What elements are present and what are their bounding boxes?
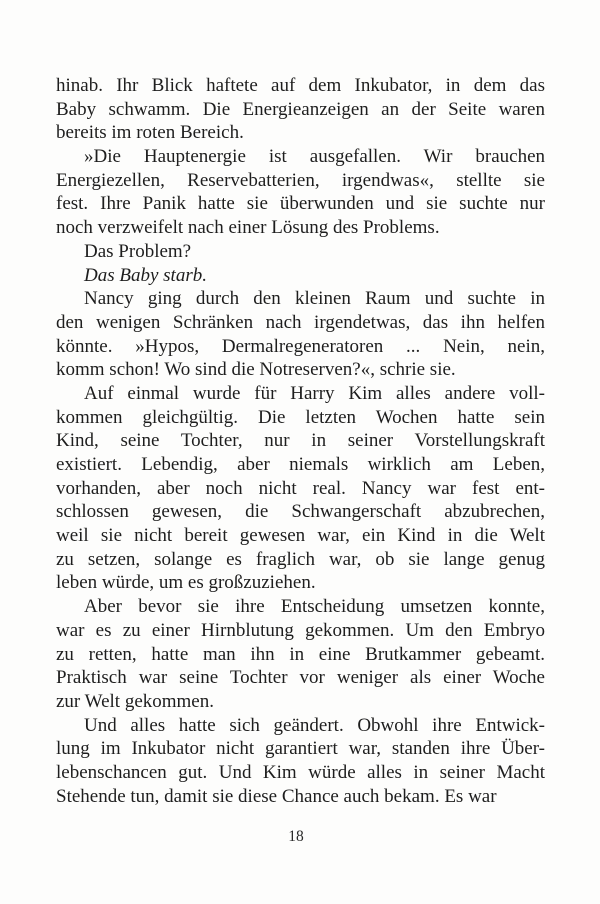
page-number: 18 [288,828,304,845]
text-line: könnte. »Hypos, Dermalregeneratoren ... Nein, nein, [56,335,545,357]
text-line: war es zu einer Hirnblutung gekommen. Um den Embryo [56,619,545,641]
text-line: Kind, seine Tochter, nur in seiner Vorstellungskraft [56,430,545,452]
text-line: schlossen gewesen, die Schwangerschaft abzubrechen, [56,501,545,523]
text-line: Und alles hatte sich geändert. Obwohl ihre Entwick- [84,714,545,736]
text-line: Praktisch war seine Tochter vor weniger als einer Woche [56,667,545,689]
text-line: »Die Hauptenergie ist ausgefallen. Wir brauchen [84,146,545,168]
text-line: vorhanden, aber noch nicht real. Nancy war fest ent- [56,477,545,499]
text-line: leben würde, um es großzuziehen. [56,572,316,594]
text-line: Das Baby starb. [84,264,207,286]
page-text [56,74,545,808]
text-line: Nancy ging durch den kleinen Raum und suchte in [84,288,545,310]
text-line: lebenschancen gut. Und Kim würde alles in seiner Macht [56,761,545,783]
text-line: bereits im roten Bereich. [56,122,244,144]
text-line: komm schon! Wo sind die Notreserven?«, schrie sie. [56,359,456,381]
text-line: zu setzen, solange es fraglich war, ob sie lange genug [56,548,545,570]
text-line: Baby schwamm. Die Energieanzeigen an der Seite waren [56,98,545,120]
text-line: fest. Ihre Panik hatte sie überwunden und sie suchte nur [56,193,545,215]
text-line: zur Welt gekommen. [56,690,214,712]
text-line: lung im Inkubator nicht garantiert war, standen ihre Über- [56,738,545,760]
text-line: weil sie nicht bereit gewesen war, ein Kind in die Welt [56,525,545,547]
text-line: Energiezellen, Reservebatterien, irgendwas«, stellte sie [56,169,545,191]
text-line: Aber bevor sie ihre Entscheidung umsetzen konnte, [84,596,545,618]
text-line: zu retten, hatte man ihn in eine Brutkammer gebeamt. [56,643,545,665]
text-line: hinab. Ihr Blick haftete auf dem Inkubator, in dem das [56,75,545,96]
text-line: kommen gleichgültig. Die letzten Wochen hatte sein [56,406,545,428]
text-line: Das Problem? [84,240,192,262]
text-line: Auf einmal wurde für Harry Kim alles andere voll- [84,382,545,404]
text-line: den wenigen Schränken nach irgendetwas, das ihn helfen [56,311,545,333]
text-line: Stehende tun, damit sie diese Chance auch bekam. Es war [56,785,497,807]
text-line: existiert. Lebendig, aber niemals wirklich am Leben, [56,454,545,475]
text-line: noch verzweifelt nach einer Lösung des Problems. [56,217,440,239]
